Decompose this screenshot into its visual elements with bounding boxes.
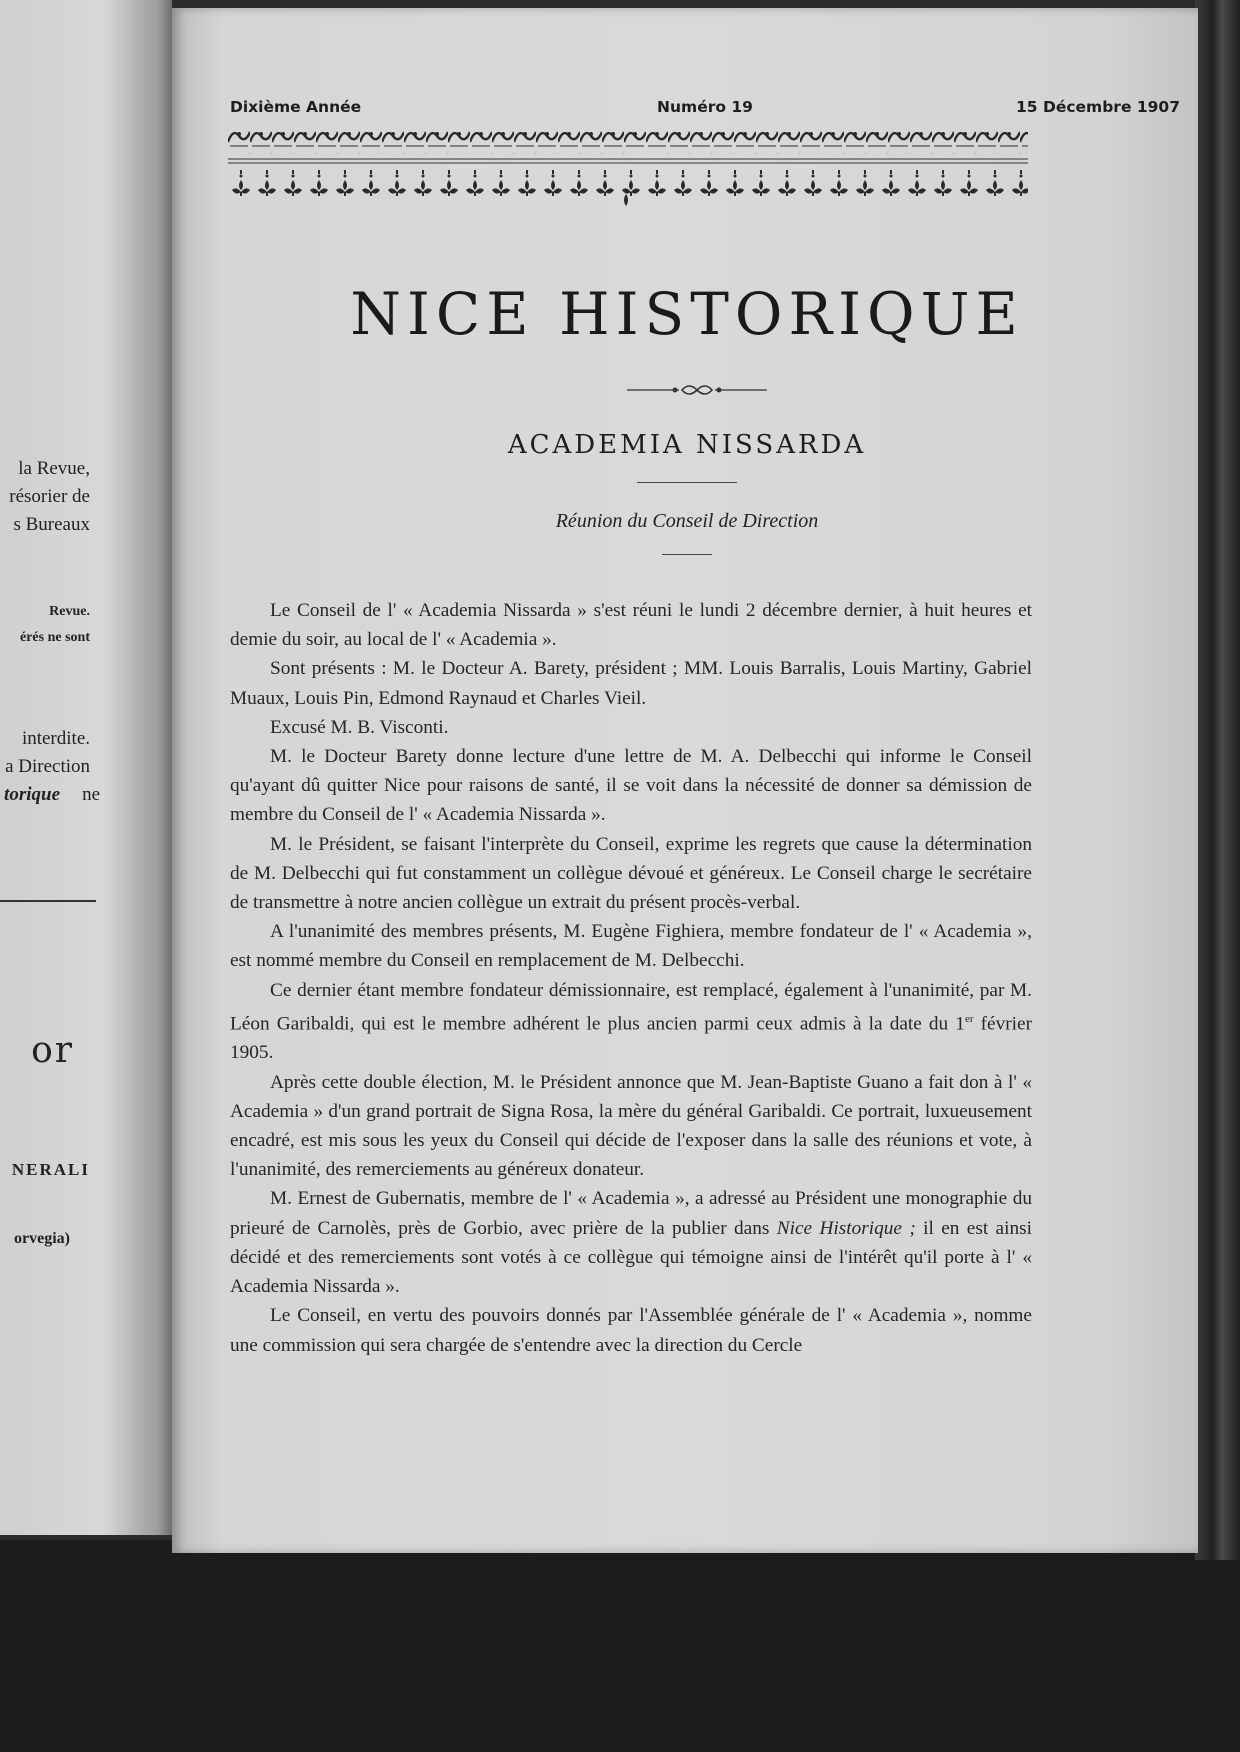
left-page-fragment: ne [82, 784, 100, 805]
left-page-fragment: torique [4, 784, 60, 805]
paragraph [230, 1184, 1032, 1301]
paragraph: M. le Président, se faisant l'interprète du Conseil, exprime les regrets que cause la détermination de M. Delbecchi qui fut constamment un collègue dévoué et généreux. Le Conseil charge le secrétaire de transmettre à notre ancien collègue un extrait du présent procès-verbal. [230, 833, 1032, 914]
paragraph: M. le Docteur Barety donne lecture d'une lettre de M. A. Delbecchi qui informe le Conseil qu'ayant dû quitter Nice pour raisons de santé, il se voit dans la nécessité de donner sa démission de membre du Conseil de l' « Academia Nissarda ». [230, 746, 1032, 826]
journal-page [172, 8, 1198, 1553]
article-body [230, 596, 1032, 1360]
paragraph: Le Conseil, en vertu des pouvoirs donnés par l'Assemblée générale de l' « Academia », nomme une commission qui sera chargée de s'entendre avec la direction du Cercle [230, 1305, 1032, 1356]
scan-background [0, 1540, 1240, 1752]
left-page-fragment: érés ne sont [20, 630, 90, 645]
paragraph-text: il en est ainsi décidé et des remerciements sont votés à ce collègue qui témoigne ainsi de l'intérêt qu'il porte à l' « Academia Nissarda ». [230, 1217, 1032, 1298]
left-page-rule [0, 900, 96, 902]
book-binding-edge [1195, 0, 1240, 1560]
subtitle-rule [662, 554, 712, 555]
left-page-fragment: NERALI [11, 1160, 90, 1179]
fleuron-divider [627, 380, 767, 400]
header-year: Dixième Année [230, 98, 362, 116]
header-issue-number: Numéro 19 [657, 98, 753, 116]
left-page-fragment: interdite. [21, 728, 90, 749]
paragraph-text: février 1905. [230, 1013, 1032, 1064]
left-page-fragment: Revue. [49, 604, 90, 619]
left-page-fragment: or [31, 1030, 74, 1071]
decorative-ornament-band [228, 126, 1028, 212]
section-subtitle: Réunion du Conseil de Direction [555, 510, 819, 532]
journal-masthead: NICE HISTORIQUE [350, 280, 1024, 348]
running-header [230, 98, 1180, 122]
paragraph [230, 976, 1032, 1068]
journal-title-italic: Nice Historique ; [776, 1217, 916, 1239]
left-page-fragment: la Revue, [18, 458, 90, 479]
paragraph: Excusé M. B. Visconti. [270, 716, 449, 738]
ordinal-superscript: er [964, 1012, 974, 1025]
paragraph: Le Conseil de l' « Academia Nissarda » s'est réuni le lundi 2 décembre dernier, à huit heures et demie du soir, au local de l' « Academia ». [230, 600, 1032, 651]
left-page-fragment: s Bureaux [13, 514, 90, 535]
paragraph: Après cette double élection, M. le Président annonce que M. Jean-Baptiste Guano a fait don à l' « Academia » d'un grand portrait de Signa Rosa, la mère du général Garibaldi. Ce portrait, luxueusement encadré, est mis sous les yeux du Conseil qui décide de l'exposer dans la salle des réunions et vote, à l'unanimité, des remerciements au généreux donateur. [230, 1071, 1032, 1181]
paragraph: A l'unanimité des membres présents, M. Eugène Fighiera, membre fondateur de l' « Academia », est nommé membre du Conseil en remplacement de M. Delbecchi. [230, 921, 1032, 972]
header-date: 15 Décembre 1907 [1016, 98, 1180, 116]
left-page-fragment: a Direction [5, 756, 90, 777]
title-rule [637, 482, 737, 483]
paragraph: Sont présents : M. le Docteur A. Barety, président ; MM. Louis Barralis, Louis Martiny, Gabriel Muaux, Louis Pin, Edmond Raynaud et Charles Vieil. [230, 658, 1032, 709]
left-page-fragment: résorier de [9, 486, 90, 507]
paragraph-text: M. Ernest de Gubernatis, membre de l' « Academia », a adressé au Président une monographie du prieuré de Carnolès, près de Gorbio, avec prière de la publier dans [230, 1188, 1032, 1239]
paragraph-text: Ce dernier étant membre fondateur démissionnaire, est remplacé, également à l'unanimité, par M. Léon Garibaldi, qui est le membre adhérent le plus ancien parmi ceux admis à la date du 1 [230, 979, 1032, 1035]
left-page-fragment: orvegia) [14, 1230, 70, 1247]
section-title: ACADEMIA NISSARDA [507, 430, 867, 460]
previous-page-edge [0, 0, 172, 1535]
